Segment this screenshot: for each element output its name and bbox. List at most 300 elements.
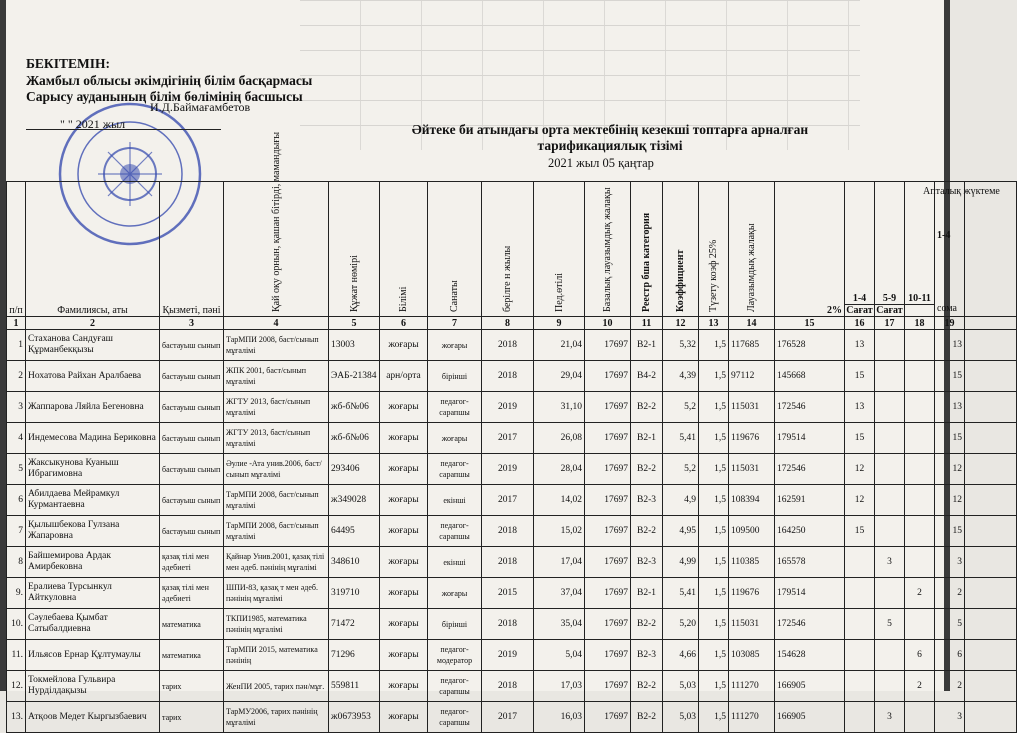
cell-extra [965,547,1017,578]
signature-line [26,129,221,130]
cell-level: жоғары [380,609,428,640]
col-name: Фамилиясы, аты [26,182,160,317]
cell-position: бастауыш сынып [160,485,224,516]
cell-year: 2019 [482,640,534,671]
cell-base: 17697 [585,609,631,640]
cell-salary-2pct: 176528 [775,330,845,361]
cell-exp: 17,03 [534,671,585,702]
cell-exp: 29,04 [534,361,585,392]
cell-extra [965,702,1017,733]
cell-h59 [875,423,905,454]
cell-position: қазақ тілі мен әдебиеті [160,547,224,578]
cell-h1011 [905,361,935,392]
cell-education: ТарМПИ 2008, баст/сынып мұғалімі [224,516,329,547]
cell-extra [965,423,1017,454]
cell-h14 [845,609,875,640]
cell-reg: В2-1 [631,578,663,609]
cell-reg: В2-2 [631,609,663,640]
cell-education: Қайнар Унив.2001, қазақ тілі мен әдеб. пәнінің мұғалімі [224,547,329,578]
cell-exp: 14,02 [534,485,585,516]
cell-exp: 26,08 [534,423,585,454]
col-salary: Лауазымдық жалақы [729,182,775,317]
table-row [7,423,1017,454]
table-row [7,516,1017,547]
cell-position: математика [160,609,224,640]
table-row [7,578,1017,609]
approval-date-line: " " 2021 жыл [60,117,126,131]
cell-education: ЖПК 2001, баст/сынып мұғалімі [224,361,329,392]
cell-base: 17697 [585,361,631,392]
cell-salary: 115031 [729,454,775,485]
cell-base: 17697 [585,485,631,516]
cell-no: 6 [7,485,26,516]
cell-extra [965,392,1017,423]
colnum: 3 [160,317,224,330]
cell-coef: 5,03 [663,671,699,702]
cell-h1011 [905,547,935,578]
cell-education: Әулие -Ата унив.2006, баст/сынып мұғалімі [224,454,329,485]
cell-h1011 [905,485,935,516]
cell-k25: 1,5 [699,361,729,392]
cell-h1011: 6 [905,640,935,671]
cell-no: 11. [7,640,26,671]
colnum: 12 [663,317,699,330]
cell-education: ЖГТУ 2013, баст/сынып мұғалімі [224,392,329,423]
cell-reg: В2-2 [631,516,663,547]
cell-category: педагог-сарапшы [428,392,482,423]
cell-salary: 111270 [729,702,775,733]
colnum: 17 [875,317,905,330]
col-doc: Құжат нөмірі [329,182,380,317]
cell-coef: 4,66 [663,640,699,671]
col-ped-exp: Пед.өтілі [534,182,585,317]
col-g59: 5-9 Сағат [875,182,905,317]
cell-h14: 15 [845,423,875,454]
cell-h1011: 2 [905,671,935,702]
cell-doc: 293406 [329,454,380,485]
cell-coef: 4,9 [663,485,699,516]
cell-k25: 1,5 [699,516,729,547]
table-row [7,361,1017,392]
cell-level: жоғары [380,516,428,547]
cell-base: 17697 [585,392,631,423]
cell-reg: В2-3 [631,485,663,516]
cell-base: 17697 [585,640,631,671]
cell-h1011: 2 [905,578,935,609]
col-pct: 2% [775,182,845,317]
header-row [7,182,1017,317]
cell-reg: В2-2 [631,454,663,485]
cell-year: 2018 [482,609,534,640]
table-row [7,392,1017,423]
cell-category: жоғары [428,578,482,609]
cell-name: Сәулебаева Қымбат Сатыбалдиевна [26,609,160,640]
colnum: 9 [534,317,585,330]
cell-year: 2018 [482,547,534,578]
colnum: 2 [26,317,160,330]
cell-coef: 4,99 [663,547,699,578]
col-education: Қай оқу орнын, қашан бітірді, мамандығы [224,182,329,317]
cell-reg: В2-1 [631,330,663,361]
cell-doc: 319710 [329,578,380,609]
cell-salary: 103085 [729,640,775,671]
cell-no: 9. [7,578,26,609]
cell-h59 [875,392,905,423]
cell-year: 2018 [482,330,534,361]
cell-coef: 5,41 [663,578,699,609]
cell-level: жоғары [380,423,428,454]
cell-h1011 [905,392,935,423]
cell-total-hours: 15 [935,516,965,547]
cell-total-hours: 2 [935,578,965,609]
cell-doc: жб-б№06 [329,423,380,454]
colnum: 10 [585,317,631,330]
cell-no: 3 [7,392,26,423]
cell-position: тарих [160,702,224,733]
cell-h14: 15 [845,516,875,547]
cell-h14 [845,578,875,609]
cell-total-hours: 12 [935,454,965,485]
cell-base: 17697 [585,454,631,485]
cell-name: Токмейлова Гульвира Нурділдақызы [26,671,160,702]
cell-exp: 15,02 [534,516,585,547]
cell-k25: 1,5 [699,454,729,485]
cell-salary-2pct: 162591 [775,485,845,516]
cell-salary: 110385 [729,547,775,578]
cell-education: ТарМУ2006, тарих пәнінің мұғалімі [224,702,329,733]
col-category: Санаты [428,182,482,317]
cell-education: ТарМПИ 2008, баст/сынып мұғалімі [224,485,329,516]
cell-reg: В4-2 [631,361,663,392]
cell-category: педагог-сарапшы [428,702,482,733]
cell-extra [965,454,1017,485]
cell-total-hours: 15 [935,423,965,454]
cell-base: 17697 [585,330,631,361]
cell-h59 [875,330,905,361]
cell-h59: 3 [875,547,905,578]
cell-salary: 119676 [729,578,775,609]
cell-salary: 111270 [729,671,775,702]
approval-title: БЕКІТЕМІН: [26,56,110,71]
col-position: Қызметі, пәні [160,182,224,317]
cell-salary-2pct: 166905 [775,702,845,733]
cell-k25: 1,5 [699,423,729,454]
cell-no: 12. [7,671,26,702]
cell-doc: ж349028 [329,485,380,516]
cell-reg: В2-2 [631,392,663,423]
cell-h14: 15 [845,361,875,392]
colnum: 14 [729,317,775,330]
cell-base: 17697 [585,578,631,609]
cell-salary-2pct: 154628 [775,640,845,671]
cell-base: 17697 [585,516,631,547]
cell-h1011 [905,454,935,485]
cell-extra [965,361,1017,392]
cell-salary-2pct: 166905 [775,671,845,702]
cell-category: педагог-сарапшы [428,454,482,485]
colnum: 4 [224,317,329,330]
cell-k25: 1,5 [699,640,729,671]
cell-h59 [875,516,905,547]
cell-category: екінші [428,547,482,578]
cell-h1011 [905,330,935,361]
cell-extra [965,330,1017,361]
cell-h14: 13 [845,330,875,361]
cell-position: бастауыш сынып [160,516,224,547]
cell-level: арн/орта [380,361,428,392]
cell-no: 2 [7,361,26,392]
cell-no: 5 [7,454,26,485]
cell-h14 [845,547,875,578]
cell-level: жоғары [380,392,428,423]
cell-h59: 5 [875,609,905,640]
cell-total-hours: 6 [935,640,965,671]
table-row [7,485,1017,516]
cell-h59 [875,361,905,392]
cell-salary-2pct: 172546 [775,454,845,485]
colnum: 6 [380,317,428,330]
cell-h1011 [905,423,935,454]
cell-category: бірінші [428,361,482,392]
cell-position: қазақ тілі мен әдебиеті [160,578,224,609]
cell-coef: 5,03 [663,702,699,733]
cell-education: ЖГТУ 2013, баст/сынып мұғалімі [224,423,329,454]
cell-k25: 1,5 [699,485,729,516]
cell-name: Ильясов Ернар Құлтумаулы [26,640,160,671]
cell-k25: 1,5 [699,609,729,640]
cell-base: 17697 [585,547,631,578]
cell-total-hours: 5 [935,609,965,640]
table-row [7,547,1017,578]
cell-category: педагог-сарапшы [428,671,482,702]
colnum: 11 [631,317,663,330]
cell-h14 [845,702,875,733]
cell-exp: 16,03 [534,702,585,733]
cell-level: жоғары [380,702,428,733]
cell-h59 [875,640,905,671]
cell-position: бастауыш сынып [160,392,224,423]
cell-total-hours: 13 [935,392,965,423]
col-weekly-load: Апталық жүктеме 1-4 сома [935,182,965,317]
cell-position: тарих [160,671,224,702]
cell-h59: 3 [875,702,905,733]
cell-total-hours: 3 [935,547,965,578]
col-year: берілге н жылы [482,182,534,317]
cell-education: ЖенПИ 2005, тарих пән/мұғ. [224,671,329,702]
cell-coef: 4,39 [663,361,699,392]
cell-level: жоғары [380,330,428,361]
cell-reg: В2-2 [631,702,663,733]
cell-total-hours: 12 [935,485,965,516]
cell-h1011 [905,702,935,733]
cell-year: 2017 [482,423,534,454]
table-row [7,640,1017,671]
table-row [7,454,1017,485]
cell-position: математика [160,640,224,671]
cell-salary: 115031 [729,392,775,423]
cell-salary-2pct: 164250 [775,516,845,547]
cell-doc: 559811 [329,671,380,702]
cell-exp: 28,04 [534,454,585,485]
cell-name: Жаксыкунова Куаныш Ибрагимовна [26,454,160,485]
cell-extra [965,640,1017,671]
cell-no: 1 [7,330,26,361]
cell-year: 2019 [482,454,534,485]
cell-doc: жб-б№06 [329,392,380,423]
col-g1011: 10-11 [905,182,935,317]
cell-no: 8 [7,547,26,578]
col-no: п/п [7,182,26,317]
cell-extra [965,578,1017,609]
cell-h14: 12 [845,485,875,516]
approval-line-2: Сарысу ауданының білім бөлімінің басшысы [26,89,303,104]
cell-coef: 4,95 [663,516,699,547]
cell-base: 17697 [585,702,631,733]
cell-coef: 5,2 [663,392,699,423]
cell-doc: 71296 [329,640,380,671]
cell-salary-2pct: 172546 [775,392,845,423]
cell-level: жоғары [380,671,428,702]
cell-h59 [875,485,905,516]
col-g14: 1-4 Сағат [845,182,875,317]
document-title-line-1: Әйтеке би атындағы орта мектебінің кезекші топтарға арналған [411,122,809,137]
cell-name: Атқоов Медет Кыргызбаевич [26,702,160,733]
cell-k25: 1,5 [699,578,729,609]
cell-doc: 13003 [329,330,380,361]
cell-position: бастауыш сынып [160,330,224,361]
colnum: 8 [482,317,534,330]
cell-level: жоғары [380,547,428,578]
cell-k25: 1,5 [699,547,729,578]
cell-salary-2pct: 145668 [775,361,845,392]
cell-h14 [845,640,875,671]
cell-reg: В2-1 [631,423,663,454]
cell-h14: 12 [845,454,875,485]
cell-h1011 [905,609,935,640]
cell-salary: 115031 [729,609,775,640]
cell-position: бастауыш сынып [160,454,224,485]
cell-education: ШПИ-83, қазақ т мен әдеб. пәнінің мұғалімі [224,578,329,609]
cell-extra [965,485,1017,516]
colnum [965,317,1017,330]
cell-h1011 [905,516,935,547]
cell-base: 17697 [585,671,631,702]
cell-coef: 5,2 [663,454,699,485]
cell-no: 7 [7,516,26,547]
cell-position: бастауыш сынып [160,361,224,392]
cell-level: жоғары [380,640,428,671]
cell-coef: 5,32 [663,330,699,361]
colnum: 7 [428,317,482,330]
cell-coef: 5,20 [663,609,699,640]
cell-no: 13. [7,702,26,733]
cell-h59 [875,454,905,485]
cell-reg: В2-3 [631,547,663,578]
document-title-line-2: тарификациялық тізімі [537,138,683,153]
cell-total-hours: 15 [935,361,965,392]
cell-salary-2pct: 165578 [775,547,845,578]
cell-coef: 5,41 [663,423,699,454]
cell-category: жоғары [428,423,482,454]
cell-extra [965,671,1017,702]
cell-name: Қылышбекова Гулзана Жапаровна [26,516,160,547]
cell-education: ТКПИ1985, математика пәнінің мұғалімі [224,609,329,640]
cell-exp: 31,10 [534,392,585,423]
colnum: 18 [905,317,935,330]
cell-level: жоғары [380,454,428,485]
cell-name: Стаханова Сандуғаш Құрманбекқызы [26,330,160,361]
cell-salary-2pct: 179514 [775,423,845,454]
cell-doc: ж0673953 [329,702,380,733]
col-registry: Реестр бша категория [631,182,663,317]
cell-reg: В2-3 [631,640,663,671]
cell-exp: 35,04 [534,609,585,640]
cell-category: жоғары [428,330,482,361]
cell-category: бірінші [428,609,482,640]
cell-category: педагог-модератор [428,640,482,671]
cell-doc: 71472 [329,609,380,640]
cell-extra [965,609,1017,640]
cell-education: ТарМПИ 2008, баст/сынып мұғалімі [224,330,329,361]
approval-signer: И.Д.Баймағамбетов [150,100,251,114]
cell-position: бастауыш сынып [160,423,224,454]
cell-education: ТарМПИ 2015, математика пәнінің [224,640,329,671]
cell-salary: 97112 [729,361,775,392]
cell-salary: 117685 [729,330,775,361]
column-number-row [7,317,1017,330]
cell-h59 [875,578,905,609]
col-coef: Коэффициент [663,182,699,317]
table-row [7,702,1017,733]
cell-name: Жаппарова Ляйла Бегеновна [26,392,160,423]
colnum: 15 [775,317,845,330]
cell-category: екінші [428,485,482,516]
cell-extra [965,516,1017,547]
col-corr-coef: Түзету коэф 25% [699,182,729,317]
cell-salary-2pct: 179514 [775,578,845,609]
table-row [7,330,1017,361]
cell-year: 2017 [482,485,534,516]
cell-name: Абилдаева Мейрамкул Курмантаевна [26,485,160,516]
cell-h14: 13 [845,392,875,423]
cell-k25: 1,5 [699,330,729,361]
cell-no: 4 [7,423,26,454]
cell-salary: 119676 [729,423,775,454]
cell-exp: 37,04 [534,578,585,609]
cell-exp: 5,04 [534,640,585,671]
col-extra [965,182,1017,317]
colnum: 5 [329,317,380,330]
cell-year: 2018 [482,516,534,547]
cell-salary: 109500 [729,516,775,547]
colnum: 19 [935,317,965,330]
cell-k25: 1,5 [699,702,729,733]
cell-year: 2015 [482,578,534,609]
cell-base: 17697 [585,423,631,454]
approval-line-1: Жамбыл облысы әкімдігінің білім басқармасы [26,73,313,88]
cell-no: 10. [7,609,26,640]
col-level: Білімі [380,182,428,317]
cell-total-hours: 13 [935,330,965,361]
cell-h14 [845,671,875,702]
cell-category: педагог-сарапшы [428,516,482,547]
cell-doc: 348610 [329,547,380,578]
colnum: 16 [845,317,875,330]
col-base-salary: Базалық лауазымдық жалақы [585,182,631,317]
cell-salary: 108394 [729,485,775,516]
cell-reg: В2-2 [631,671,663,702]
cell-name: Индемесова Мадина Бериковна [26,423,160,454]
